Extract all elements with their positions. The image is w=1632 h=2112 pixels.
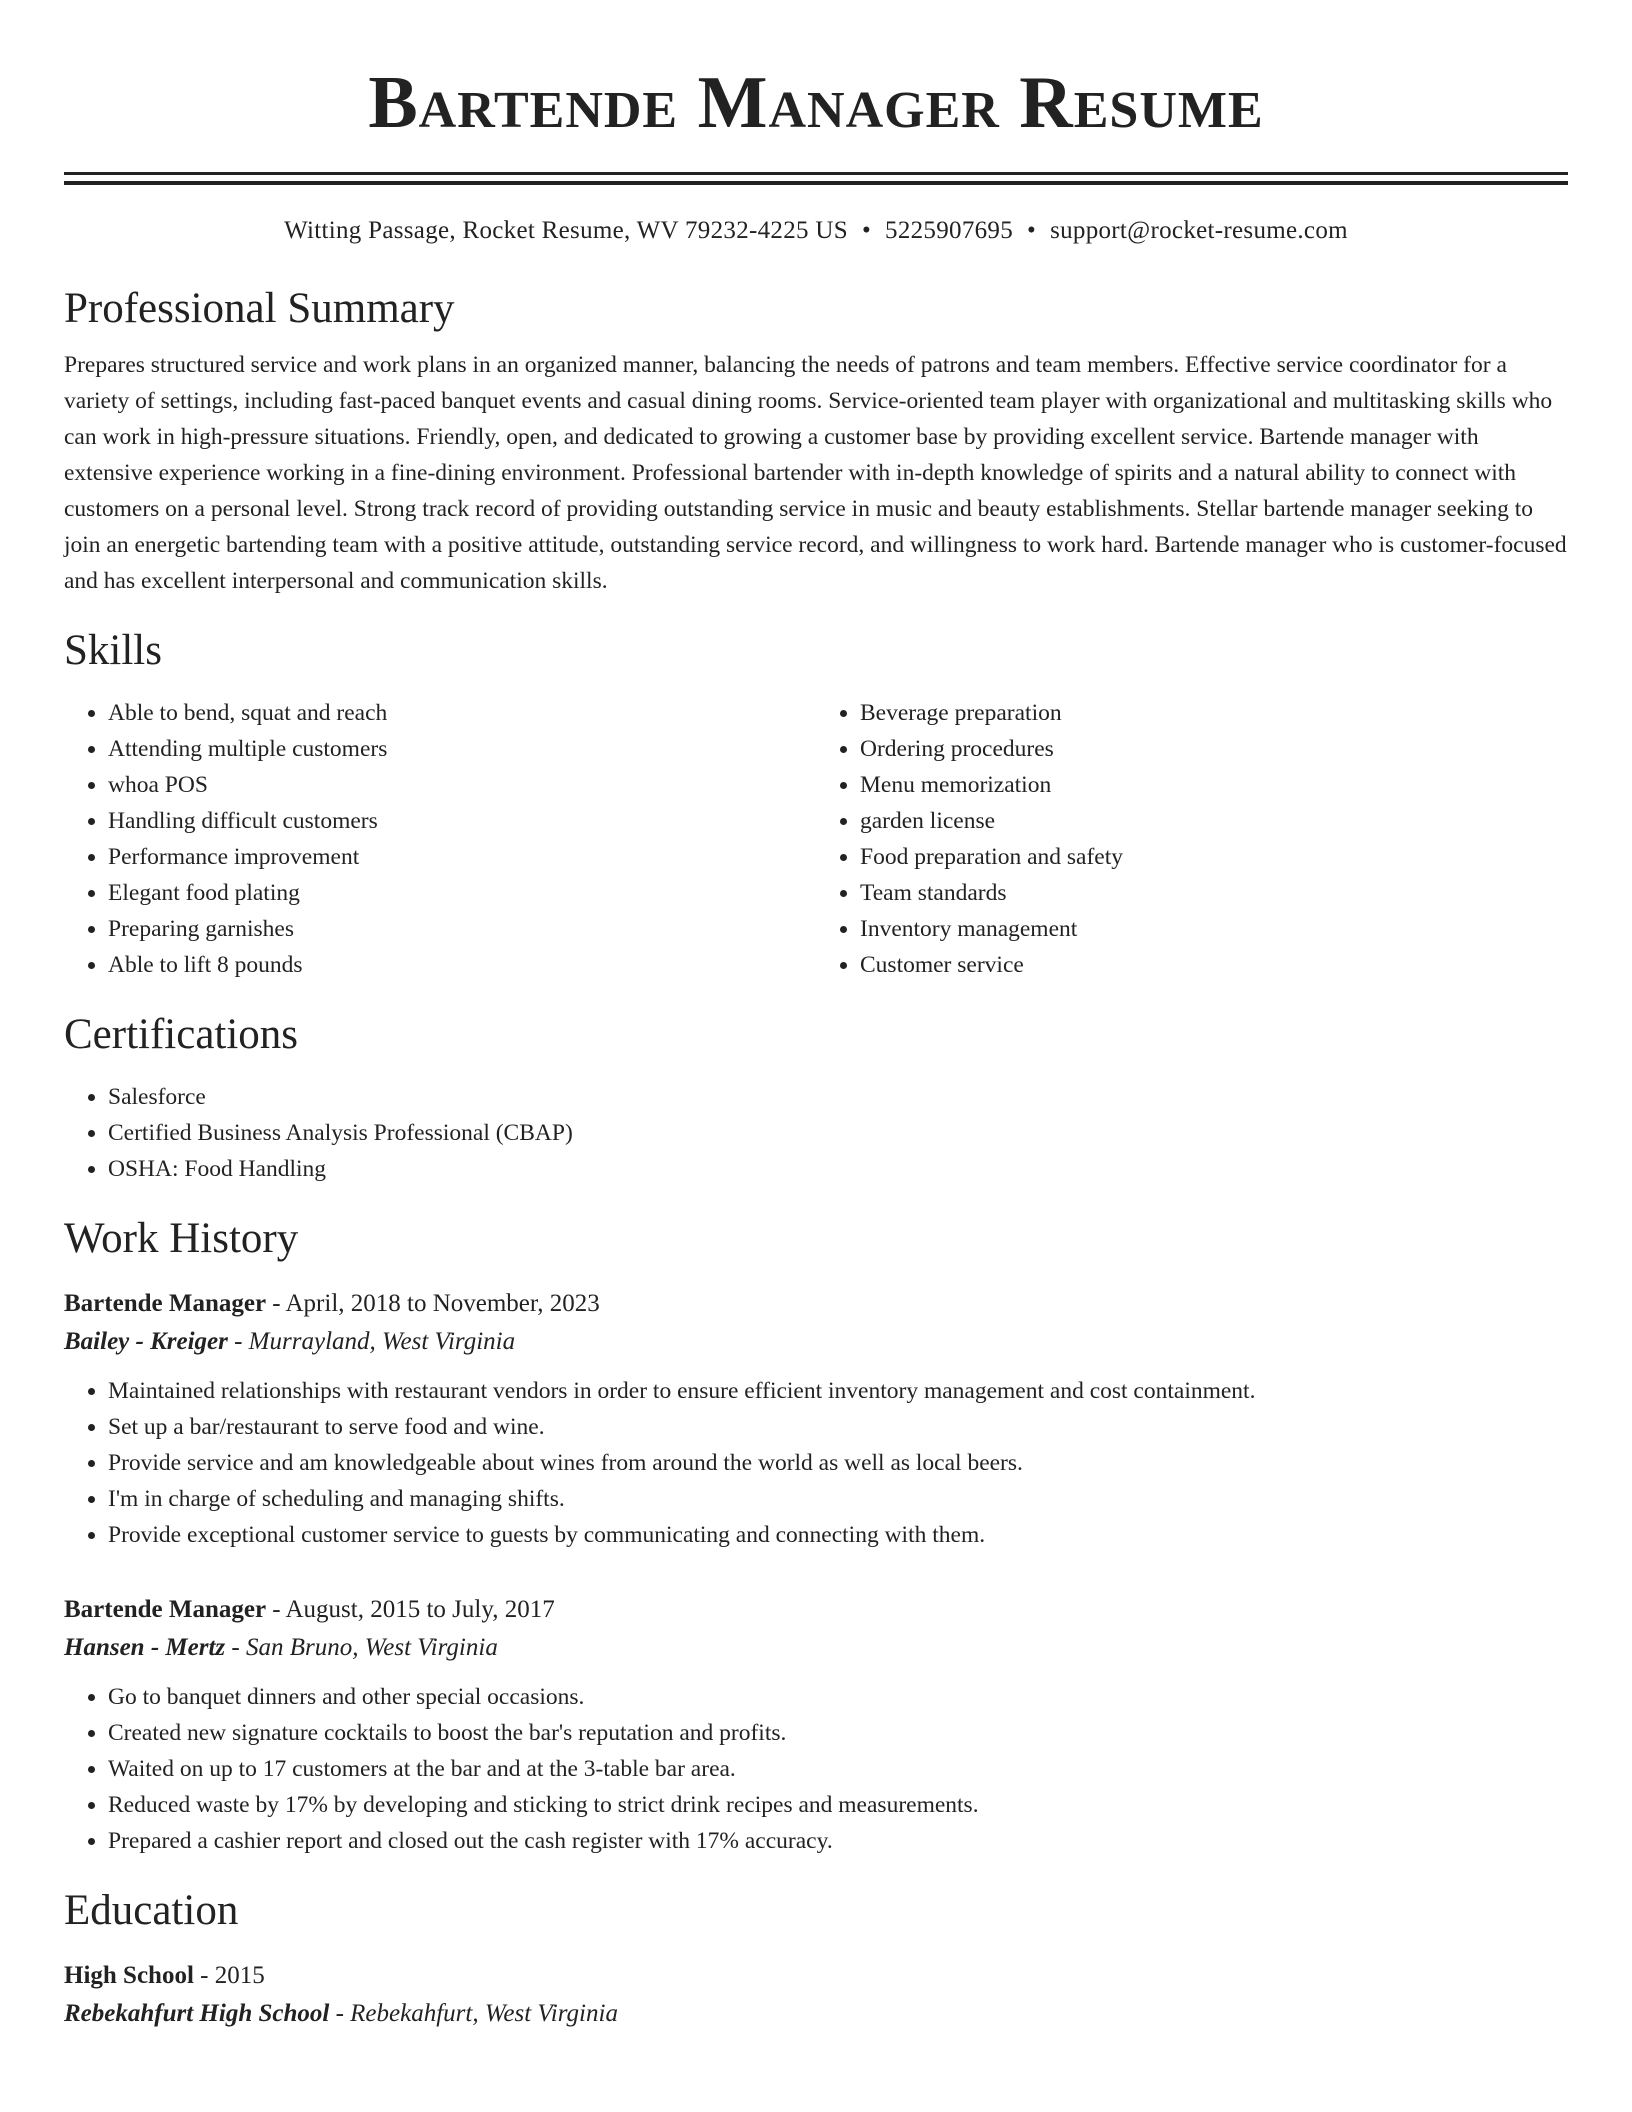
- skill-item: • Food preparation and safety: [860, 839, 1568, 875]
- certification-item: • Salesforce: [108, 1079, 1568, 1115]
- job-dates: - April, 2018 to November, 2023: [266, 1290, 600, 1317]
- certifications-list: [64, 1079, 1568, 1187]
- education-location: - Rebekahfurt, West Virginia: [329, 2000, 618, 2027]
- section-heading-summary: Professional Summary: [64, 285, 455, 332]
- resume-title: Bartende Manager Resume: [368, 62, 1264, 144]
- education-degree: High School: [64, 1962, 194, 1989]
- summary-text: Prepares structured service and work plans in an organized manner, balancing the needs of patrons and team members. Effective service coordinator for a variety of settings, including fast-paced banquet events and casual dining rooms. Service-oriented team player with organizational and multitasking skills who can work in high-pressure situations. Friendly, open, and dedicated to growing a customer base by providing excellent service. Bartende manager with extensive experience working in a fine-dining environment. Professional bartender with in-depth knowledge of spirits and a natural ability to connect with customers on a personal level. Strong track record of providing outstanding service in music and beauty establishments. Stellar bartende manager seeking to join an energetic bartending team with a positive attitude, outstanding service record, and willingness to work hard. Bartende manager who is customer-focused and has excellent interpersonal and communication skills.: [64, 352, 1567, 594]
- certification-item: • OSHA: Food Handling: [108, 1151, 1568, 1187]
- skill-item: • garden license: [860, 803, 1568, 839]
- job-duty: • Set up a bar/restaurant to serve food and wine.: [108, 1409, 1568, 1445]
- job-entry: [64, 1285, 1568, 1553]
- skills-list-left: [64, 695, 816, 983]
- job-duty: • Provide exceptional customer service to guests by communicating and connecting with them.: [108, 1517, 1568, 1553]
- section-heading-skills: Skills: [64, 627, 162, 674]
- skill-item: • Able to lift 8 pounds: [108, 947, 816, 983]
- section-heading-certifications: Certifications: [64, 1011, 299, 1058]
- job-dates: - August, 2015 to July, 2017: [266, 1596, 555, 1623]
- education-degree-line: [64, 1957, 1568, 1995]
- skill-item: • Preparing garnishes: [108, 911, 816, 947]
- education-school-line: [64, 1995, 1568, 2033]
- job-company-line: [64, 1323, 1568, 1361]
- skill-item: • Menu memorization: [860, 767, 1568, 803]
- section-heading-education: Education: [64, 1887, 239, 1934]
- job-duty: • Go to banquet dinners and other special occasions.: [108, 1679, 1568, 1715]
- job-duty: • Provide service and am knowledgeable about wines from around the world as well as local beers.: [108, 1445, 1568, 1481]
- job-duty: • I'm in charge of scheduling and managing shifts.: [108, 1481, 1568, 1517]
- skill-item: • Able to bend, squat and reach: [108, 695, 816, 731]
- skill-item: • Team standards: [860, 875, 1568, 911]
- title-divider-thick: [64, 172, 1568, 175]
- education-school: Rebekahfurt High School: [64, 2000, 330, 2027]
- education-year: - 2015: [193, 1962, 265, 1989]
- skill-item: • whoa POS: [108, 767, 816, 803]
- contact-address: Witting Passage, Rocket Resume, WV 79232-4225 US: [284, 217, 848, 244]
- contact-phone: 5225907695: [885, 217, 1014, 244]
- contact-email: support@rocket-resume.com: [1050, 217, 1348, 244]
- job-duty: • Maintained relationships with restaurant vendors in order to ensure efficient inventory management and cost containment.: [108, 1373, 1568, 1409]
- skill-item: • Customer service: [860, 947, 1568, 983]
- title-divider-thin: [64, 181, 1568, 185]
- job-company: Hansen - Mertz: [64, 1634, 226, 1661]
- contact-separator: •: [1027, 217, 1037, 244]
- skill-item: • Performance improvement: [108, 839, 816, 875]
- job-entry: [64, 1591, 1568, 1859]
- job-role: Bartende Manager: [64, 1290, 267, 1317]
- resume-page: [64, 0, 1568, 2033]
- job-title-line: [64, 1285, 1568, 1323]
- job-location: - Murrayland, West Virginia: [227, 1328, 516, 1355]
- education-entry: [64, 1957, 1568, 2033]
- skills-list-right: [816, 695, 1568, 983]
- job-role: Bartende Manager: [64, 1596, 267, 1623]
- job-company-line: [64, 1629, 1568, 1667]
- section-heading-work-history: Work History: [64, 1215, 299, 1262]
- job-company: Bailey - Kreiger: [64, 1328, 228, 1355]
- job-location: - San Bruno, West Virginia: [225, 1634, 498, 1661]
- contact-separator: •: [861, 217, 872, 244]
- contact-line: [64, 215, 1568, 247]
- skill-item: • Beverage preparation: [860, 695, 1568, 731]
- skill-item: • Attending multiple customers: [108, 731, 816, 767]
- skill-item: • Ordering procedures: [860, 731, 1568, 767]
- skills-columns: [64, 695, 1568, 983]
- job-duty: • Waited on up to 17 customers at the bar and at the 3-table bar area.: [108, 1751, 1568, 1787]
- job-duties-list: [64, 1679, 1568, 1859]
- certification-item: • Certified Business Analysis Professional (CBAP): [108, 1115, 1568, 1151]
- job-duty: • Created new signature cocktails to boost the bar's reputation and profits.: [108, 1715, 1568, 1751]
- job-title-line: [64, 1591, 1568, 1629]
- job-duty: • Reduced waste by 17% by developing and sticking to strict drink recipes and measurements.: [108, 1787, 1568, 1823]
- skill-item: • Inventory management: [860, 911, 1568, 947]
- job-duty: • Prepared a cashier report and closed out the cash register with 17% accuracy.: [108, 1823, 1568, 1859]
- skill-item: • Handling difficult customers: [108, 803, 816, 839]
- skill-item: • Elegant food plating: [108, 875, 816, 911]
- job-duties-list: [64, 1373, 1568, 1553]
